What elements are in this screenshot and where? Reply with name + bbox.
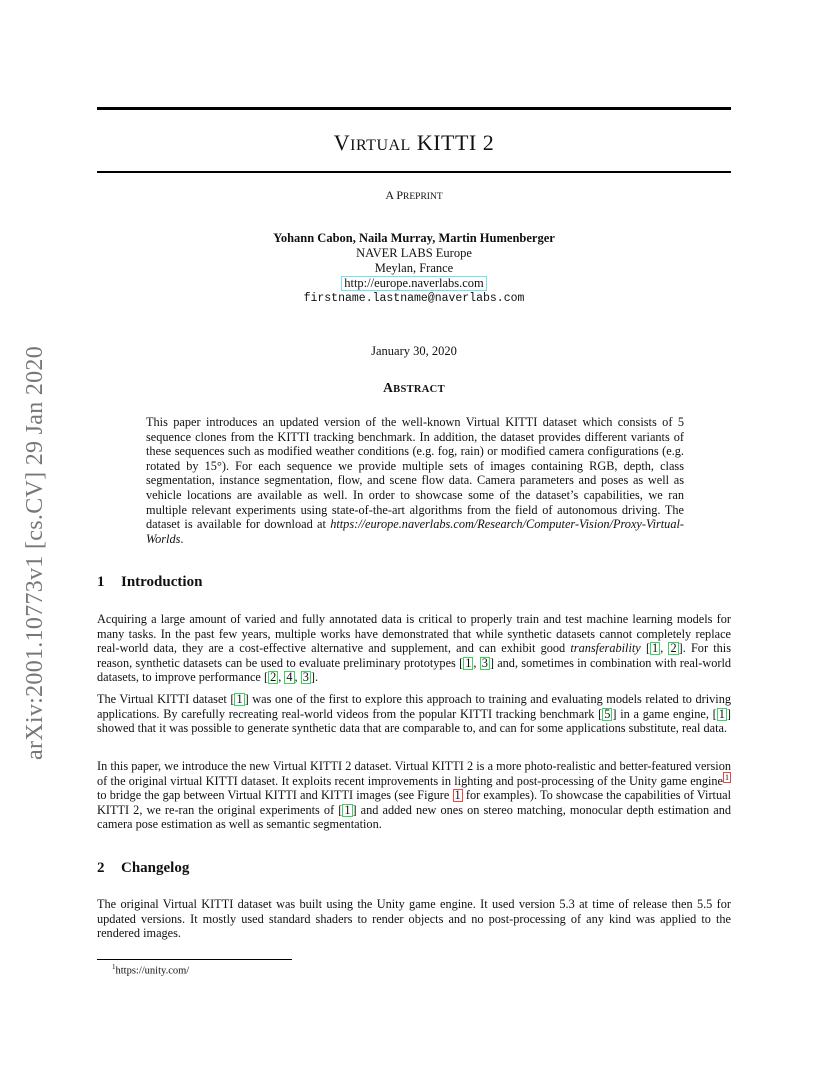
footnote-ref-link[interactable]: 1: [725, 772, 729, 782]
title-rule-top: [97, 107, 731, 110]
affiliation-url-link[interactable]: http://europe.naverlabs.com: [341, 276, 487, 291]
text: to bridge the gap between Virtual KITTI and KITTI images (see Figure: [97, 788, 453, 803]
preprint-rest: REPRINT: [403, 192, 443, 202]
footnote-mark: 1: [112, 963, 116, 971]
citation-link[interactable]: 5: [604, 706, 611, 721]
abstract-body: This paper introduces an updated version of the well-known Virtual KITTI dataset which consists of 5 sequence clones from the KITTI tracking benchmark. In addition, the dataset provides different variants of these sequences such as modified weather conditions (e.g. fog, rain) or modified camera configurations (e.g. rotated by 15°). For each sequence we provide multiple sets of images containing RGB, depth, class segmentation, instance segmentation, flow, and scene flow data. Camera parameters and poses as well as vehicle locations are available as well. In order to showcase some of the dataset’s capabilities, we ran multiple relevant experiments using state-of-the-art algorithms from the field of autonomous driving. The dataset is available for download at: [146, 415, 684, 532]
intro-paragraph-3: [97, 759, 731, 832]
citation-link[interactable]: 1: [465, 655, 472, 670]
citation-link[interactable]: 1: [718, 706, 725, 721]
figure-ref-link[interactable]: 1: [454, 788, 461, 803]
abstract-heading-first: A: [383, 380, 394, 395]
text: Acquiring a large amount of varied and fully annotated data is critical to properly train and test machine learning models for many tasks. In the past few years, multiple works have demonstrated that while synthetic datasets cannot completely replace real-world data, they are a cost-effective alternative and supplement, and can exhibit good: [97, 612, 731, 656]
citation-link[interactable]: 1: [652, 641, 659, 656]
preprint-label: [97, 188, 731, 203]
changelog-paragraph-1: The original Virtual KITTI dataset was built using the Unity game engine. It used version 5.3 at time of release then 5.5 for updated versions. It mostly used standard shaders to render objects and no post-processing of any kind was applied to the rendered images.: [97, 897, 731, 941]
section-number: 2: [97, 860, 105, 876]
text: ] showed that it was possible to generate synthetic data that are comparable to, and can for some applications substitute, real data.: [97, 706, 731, 736]
text: for examples). To showcase the capabilities of Virtual KITTI 2, we re-ran the original experiments of [: [97, 788, 731, 817]
intro-paragraph-1: Acquiring a large amount of varied and fully annotated data is critical to properly train and test machine learning models for many tasks. In the past few years, multiple works have demonstrated that while synthetic datasets cannot completely replace real-world data, they are a cost-effective alternative and supplement, and can exhibit good transferability [ 1 , 2 ]. For this reason, synthetic datasets can be used to evaluate preliminary prototypes [ 1 , 3 ] and, sometimes in combination with real-world datasets, to improve performance [ 2 , 4 , 3 ].: [97, 612, 732, 685]
author-block: [97, 231, 731, 306]
title-rule-bottom: [97, 171, 731, 173]
title-main: KITTI 2: [410, 130, 495, 155]
text: In this paper, we introduce the new Virtual KITTI 2 dataset. Virtual KITTI 2 is a more photo-realistic and better-featured version of the original virtual KITTI dataset. It exploits recent improvements in lighting and post-processing of the Unity game engine: [97, 759, 731, 788]
text: ].: [310, 670, 319, 685]
citation-link[interactable]: 1: [344, 802, 351, 817]
location: Meylan, France: [374, 261, 454, 275]
title-small-caps: IRTUAL: [350, 137, 411, 154]
text: ]. For this reason, synthetic datasets can be used to evaluate preliminary prototypes [: [97, 641, 731, 670]
italic-term: transferability: [570, 641, 641, 656]
author-names: Yohann Cabon, Naila Murray, Martin Humenberger: [273, 231, 555, 245]
footnote-rule: [97, 959, 292, 960]
abstract-text: [146, 415, 684, 546]
text: ] and, sometimes in combination with real-world datasets, to improve performance [: [97, 655, 732, 685]
text: ] in a game engine, [: [612, 706, 717, 721]
section-heading-changelog: [97, 860, 189, 877]
affiliation: NAVER LABS Europe: [356, 246, 472, 260]
section-title: Introduction: [121, 574, 203, 590]
preprint-first: A P: [385, 188, 404, 202]
abstract-dataset-url: https://europe.naverlabs.com/Research/Computer-Vision/Proxy-Virtual-Worlds: [146, 517, 684, 546]
citation-link[interactable]: 4: [286, 670, 293, 685]
abstract-end: .: [180, 531, 184, 546]
text: ] was one of the first to explore this approach to training and evaluating models related to driving applications. By carefully recreating real-world videos from the popular KITTI tracking benchmark [: [97, 692, 731, 721]
footnote-text: https://unity.com/: [115, 965, 190, 977]
text: The Virtual KITTI dataset [: [97, 692, 235, 706]
abstract-heading: [97, 380, 731, 396]
intro-paragraph-2: [97, 692, 731, 736]
paper-title: [97, 130, 731, 156]
citation-link[interactable]: 2: [670, 641, 677, 656]
footnote: [112, 963, 189, 977]
abstract-heading-rest: BSTRACT: [393, 384, 445, 395]
text: [: [640, 641, 651, 656]
author-email: firstname.lastname@naverlabs.com: [303, 292, 525, 305]
arxiv-stamp: arXiv:2001.10773v1 [cs.CV] 29 Jan 2020: [22, 345, 48, 760]
section-number: 1: [97, 574, 105, 590]
citation-link[interactable]: 3: [481, 655, 488, 670]
text: ] and added new ones on stereo matching, monocular depth estimation and camera pose estimation as well as semantic segmentation.: [97, 802, 731, 832]
citation-link[interactable]: 3: [302, 670, 309, 685]
paper-date: January 30, 2020: [371, 344, 457, 358]
citation-link[interactable]: 1: [236, 692, 243, 706]
section-title: Changelog: [121, 860, 190, 876]
citation-link[interactable]: 2: [270, 670, 277, 685]
title-first-letter: V: [333, 130, 351, 155]
section-heading-introduction: [97, 574, 202, 591]
